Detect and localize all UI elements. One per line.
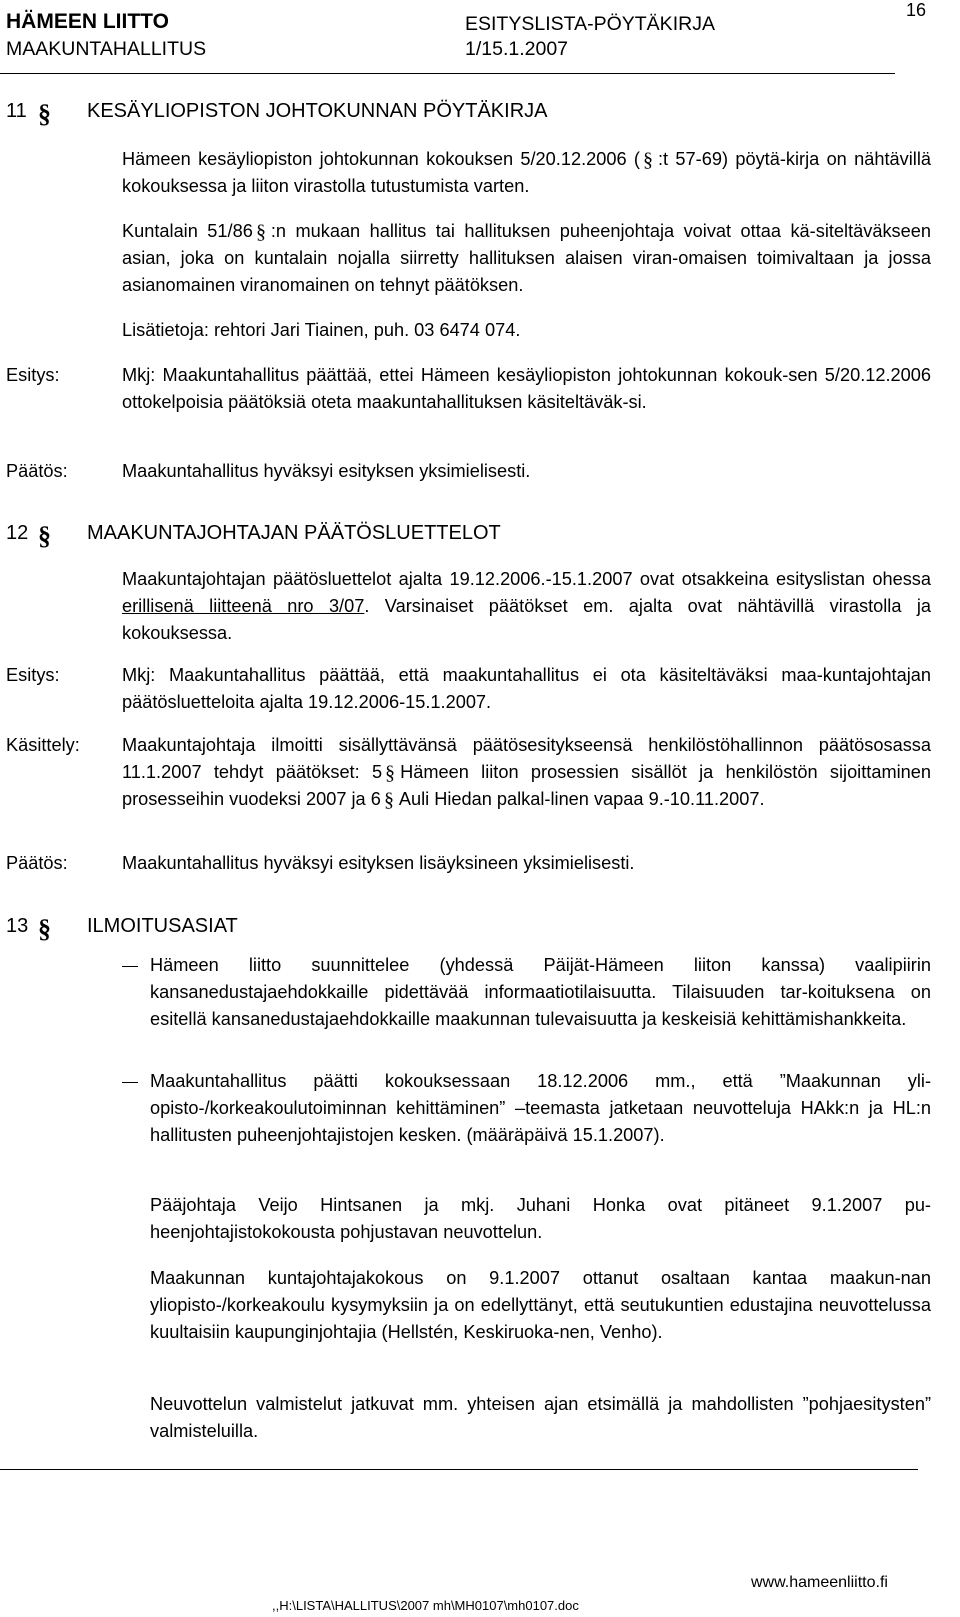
section-number: 12 bbox=[6, 522, 29, 544]
department-name: MAAKUNTAHALLITUS bbox=[6, 38, 207, 60]
paatos-label: Päätös: bbox=[6, 461, 68, 481]
section-sign-icon bbox=[36, 98, 58, 128]
svg-text:§: § bbox=[642, 149, 653, 171]
s13-bullet-1: Hämeen liitto suunnittelee (yhdessä Päijät-Hämeen liiton kanssa) vaalipiirin kansanedustajaehdokkaille pidettävää informaatiotilaisuutta. Tilaisuuden tar-koituksena on esitellä kansanedustajaehdokkaille maakunnan tulevaisuutta ja keskeisiä kehittämishankkeita. bbox=[150, 955, 931, 1029]
document-date: 1/15.1.2007 bbox=[465, 38, 569, 60]
s12-kasittely-text: Maakuntajohtaja ilmoitti sisällyttävänsä päätösesitykseensä henkilöstöhallinnon päätösosassa 11.1.2007 tehdyt päätökset: 5 § Hämeen liiton prosessien sisällöt ja henkilöstön sijoittaminen prosesseihin vuodeksi 2007 ja 6 § Auli Hiedan palkal-linen vapaa 9.-10.11.2007. bbox=[122, 735, 931, 811]
page-number: 16 bbox=[906, 0, 927, 20]
s11-esitys-text: Mkj: Maakuntahallitus päättää, ettei Hämeen kesäyliopiston johtokunnan kokouk-sen 5/20.12.2006 ottokelpoisia päätöksiä oteta maakuntahallituksen käsiteltäväk-si. bbox=[122, 365, 931, 412]
s11-paatos-text: Maakuntahallitus hyväksyi esityksen yksimielisesti. bbox=[122, 461, 531, 481]
esitys-label: Esitys: bbox=[6, 365, 60, 385]
svg-text:§: § bbox=[38, 99, 51, 128]
svg-text:§: § bbox=[385, 762, 396, 784]
kasittely-label: Käsittely: bbox=[6, 735, 80, 755]
footer-file-path: ,,H:\LISTA\HALLITUS\2007 mh\MH0107\mh0107.doc bbox=[272, 1598, 579, 1613]
bullet-dash bbox=[122, 966, 138, 967]
s13-paragraph-4: Maakunnan kuntajohtajakokous on 9.1.2007 ottanut osaltaan kantaa maakun-nan yliopisto-/korkeakoulu kysymyksiin ja on edellyttänyt, että seutukuntien edustajina neuvottelussa kuultaisiin kaupunginjohtajia (Hellstén, Keskiruoka-nen, Venho). bbox=[150, 1268, 931, 1342]
org-name: HÄMEEN LIITTO bbox=[6, 10, 169, 33]
s12-paatos-text: Maakuntahallitus hyväksyi esityksen lisäyksineen yksimielisesti. bbox=[122, 853, 635, 873]
paatos-label: Päätös: bbox=[6, 853, 68, 873]
section-title: KESÄYLIOPISTON JOHTOKUNNAN PÖYTÄKIRJA bbox=[87, 100, 548, 122]
section-number: 13 bbox=[6, 915, 29, 937]
document-type: ESITYSLISTA-PÖYTÄKIRJA bbox=[465, 13, 715, 35]
attachment-reference: erillisenä liitteenä nro 3/07 bbox=[122, 596, 365, 616]
svg-text:§: § bbox=[255, 221, 266, 243]
section-sign-icon bbox=[383, 787, 397, 811]
s12-paragraph-1: Maakuntajohtajan päätösluettelot ajalta 19.12.2006.-15.1.2007 ovat otsakkeina esityslistan ohessa erillisenä liitteenä nro 3/07. Varsinaiset päätökset em. ajalta ovat nähtävillä virastolla ja kokouksessa. bbox=[122, 569, 931, 643]
s11-contact-info: Lisätietoja: rehtori Jari Tiainen, puh. 03 6474 074. bbox=[122, 320, 521, 340]
esitys-label: Esitys: bbox=[6, 665, 60, 685]
s12-esitys-text: Mkj: Maakuntahallitus päättää, että maakuntahallitus ei ota käsiteltäväksi maa-kuntajohtajan päätösluetteloita ajalta 19.12.2006-15.1.2007. bbox=[122, 665, 931, 712]
svg-text:§: § bbox=[38, 914, 51, 943]
section-sign-icon bbox=[36, 913, 58, 943]
s11-paragraph-1: Hämeen kesäyliopiston johtokunnan kokouksen 5/20.12.2006 ( § :t 57-69) pöytä-kirja on nähtävillä kokouksessa ja liiton virastolla tutustumista varten. bbox=[122, 149, 931, 196]
section-title: MAAKUNTAJOHTAJAN PÄÄTÖSLUETTELOT bbox=[87, 522, 501, 544]
section-number: 11 bbox=[6, 100, 27, 122]
footer-rule bbox=[0, 1469, 918, 1470]
header-rule bbox=[0, 73, 895, 74]
s13-paragraph-3: Pääjohtaja Veijo Hintsanen ja mkj. Juhani Honka ovat pitäneet 9.1.2007 pu-heenjohtajistokokousta pohjustavan neuvottelun. bbox=[150, 1195, 931, 1242]
section-sign-icon bbox=[36, 520, 58, 550]
section-11-heading bbox=[6, 99, 906, 128]
footer-website: www.hameenliitto.fi bbox=[751, 1574, 888, 1591]
section-sign-icon bbox=[642, 147, 656, 171]
section-13-heading bbox=[6, 914, 906, 943]
section-title: ILMOITUSASIAT bbox=[87, 915, 238, 937]
section-sign-icon bbox=[255, 219, 269, 243]
s13-bullet-2: Maakuntahallitus päätti kokouksessaan 18.12.2006 mm., että ”Maakunnan yli-opisto-/korkeakoulutoiminnan kehittäminen” –teemasta jatketaan neuvotteluja HAkk:n ja HL:n hallitusten puheenjohtajistojen kesken. (määräpäivä 15.1.2007). bbox=[150, 1071, 931, 1145]
section-sign-icon bbox=[384, 760, 398, 784]
svg-text:§: § bbox=[38, 521, 51, 550]
section-12-heading bbox=[6, 521, 906, 550]
s13-paragraph-5: Neuvottelun valmistelut jatkuvat mm. yhteisen ajan etsimällä ja mahdollisten ”pohjaesitysten” valmisteluilla. bbox=[150, 1394, 931, 1441]
bullet-dash bbox=[122, 1082, 138, 1083]
svg-text:§: § bbox=[383, 789, 394, 811]
s11-paragraph-2: Kuntalain 51/86 § :n mukaan hallitus tai hallituksen puheenjohtaja voivat ottaa kä-siteltäväkseen asian, joka on kuntalain nojalla siirretty hallituksen alaisen viran-omaisen toimivaltaan ja jossa asianomainen viranomainen on tehnyt päätöksen. bbox=[122, 221, 931, 295]
